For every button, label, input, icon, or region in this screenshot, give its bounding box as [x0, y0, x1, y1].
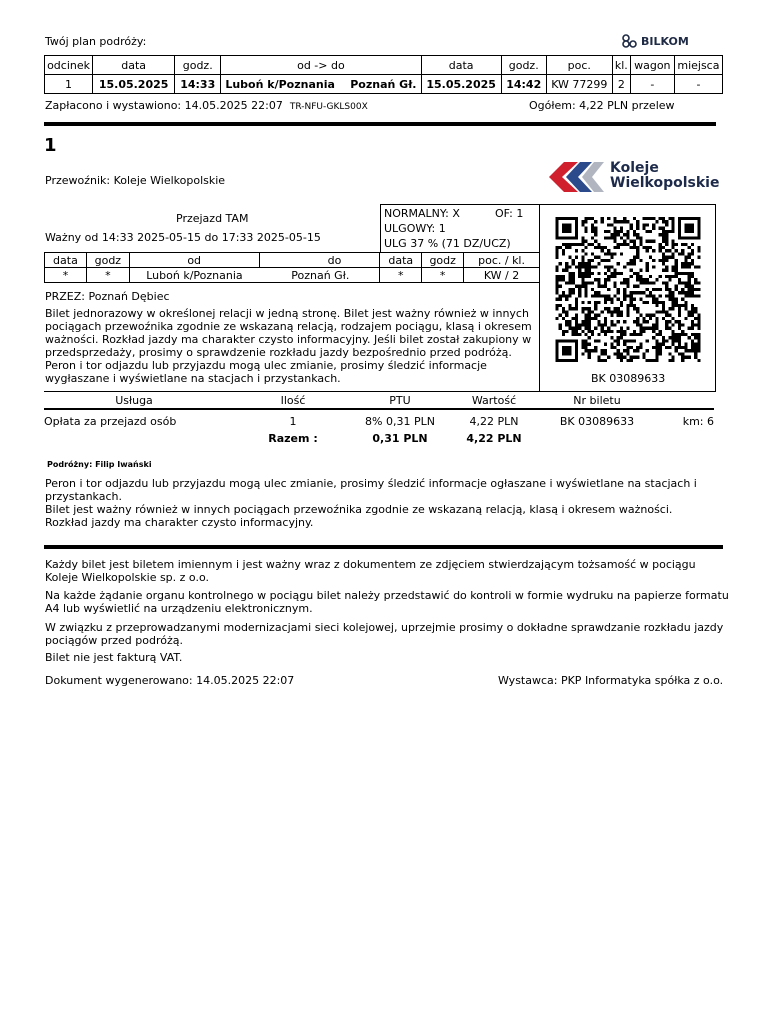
description-line: wygłaszane i wyświetlane na stacjach i przystankach. — [45, 372, 341, 385]
transaction-id: TR-NFU-GKLS00X — [289, 102, 368, 112]
footer-line: pociągów przed podróżą. — [45, 634, 184, 647]
fee-ptu: 8% 0,31 PLN — [365, 414, 435, 428]
issuer: Wystawca: PKP Informatyka spółka z o.o. — [498, 674, 724, 687]
note-line: Peron i tor odjazdu lub przyjazdu mogą ulec zmianie, prosimy śledzić informacje ogłaszane i wyświetlane na stacjach i — [45, 477, 697, 490]
cell-wagon: - — [630, 75, 674, 94]
note-line: Rozkład jazdy ma charakter czysto informacyjny. — [45, 516, 314, 529]
col-header: godz. — [175, 56, 221, 75]
footer-vat-note: Bilet nie jest fakturą VAT. — [45, 651, 183, 664]
ticket-of: OF: 1 — [495, 207, 524, 220]
grid-header: godz — [86, 253, 129, 268]
fee-quantity: 1 — [289, 414, 297, 428]
ticket-discount: ULG 37 % (71 DZ/UCZ) — [384, 237, 511, 250]
col-header: kl. — [612, 56, 630, 75]
description-line: Bilet jednorazowy w określonej relacji w jedną stronę. Bilet jest ważny również w innych — [45, 307, 529, 320]
paid-label: Zapłacono i wystawiono: — [45, 99, 182, 112]
bilkom-logo-icon — [622, 34, 638, 48]
fee-header: Usługa — [44, 393, 224, 408]
plan-table — [44, 55, 723, 94]
grid-cell: Poznań Gł. — [259, 268, 380, 283]
fee-header — [644, 393, 714, 408]
fee-ticket-no: BK 03089633 — [559, 414, 635, 428]
note-line: przystankach. — [45, 490, 122, 503]
description-line: pociągach przewoźnika zgodnie ze wskazaną relacją, rodzajem pociągu, klasą i okresem — [45, 320, 532, 333]
fees-header-double-line — [44, 409, 714, 410]
cell-class: 2 — [612, 75, 630, 94]
via-station: PRZEZ: Poznań Dębiec — [45, 290, 170, 303]
kw-logo-line1: Koleje — [610, 160, 659, 176]
fee-header: Ilość — [224, 393, 362, 408]
col-header: data — [421, 56, 501, 75]
table-row — [45, 268, 540, 283]
ticket-grid-header — [45, 253, 540, 268]
grid-header: od — [129, 253, 259, 268]
grid-cell: * — [86, 268, 129, 283]
plan-title: Twój plan podróży: — [45, 35, 147, 48]
generated-label: Dokument wygenerowano: — [45, 674, 193, 687]
qr-code-id: BK 03089633 — [591, 372, 666, 385]
footer-line: Koleje Wielkopolskie sp. z o.o. — [45, 571, 209, 584]
grid-cell: * — [45, 268, 87, 283]
generated-info — [45, 674, 294, 687]
grid-header: godz — [422, 253, 464, 268]
note-line: Bilet jest ważny również w innych pociągach przewoźnika zgodnie ze wskazaną relacją, klasą i okresem ważności. — [45, 503, 673, 516]
ticket-normal: NORMALNY: X — [384, 207, 460, 220]
footer-line: W związku z przeprowadzanymi modernizacjami sieci kolejowej, uprzejmie prosimy o dokładne sprawdzanie rozkładu jazdy — [45, 621, 724, 634]
paid-date: 14.05.2025 22:07 — [184, 99, 283, 112]
cell-date-to: 15.05.2025 — [421, 75, 501, 94]
col-header: poc. — [546, 56, 612, 75]
bilkom-logo — [622, 34, 689, 48]
generated-date: 14.05.2025 22:07 — [196, 674, 295, 687]
divider — [44, 122, 716, 126]
description-line: Peron i tor odjazdu lub przyjazdu mogą ulec zmianie, prosimy śledzić informacje — [45, 359, 487, 372]
cell-time-from: 14:33 — [175, 75, 221, 94]
traveler-label: Podróżny: Filip Iwański — [47, 460, 152, 469]
table-row-total — [44, 428, 714, 448]
footer-line: Każdy bilet jest biletem imiennym i jest ważny wraz z dokumentem ze zdjęciem stwierdzającym tożsamość w pociągu — [45, 558, 696, 571]
grid-header: poc. / kl. — [464, 253, 540, 268]
fee-total-ptu: 0,31 PLN — [372, 431, 428, 445]
footer-line: A4 lub wyświetlić na urządzeniu elektronicznym. — [45, 602, 313, 615]
ticket-grid — [44, 252, 540, 283]
cell-route — [221, 75, 421, 94]
fee-service: Opłata za przejazd osób — [44, 414, 177, 428]
fee-km: km: 6 — [682, 414, 714, 428]
fare-name: Przejazd TAM — [176, 212, 249, 225]
cell-seats: - — [674, 75, 722, 94]
cell-date-from: 15.05.2025 — [93, 75, 175, 94]
grid-cell: * — [422, 268, 464, 283]
footer-line: Na każde żądanie organu kontrolnego w pociągu bilet należy przedstawić do kontroli w formie wydruku na papierze formatu — [45, 589, 729, 602]
station-from: Luboń k/Poznania — [225, 77, 335, 91]
cell-odcinek: 1 — [45, 75, 93, 94]
col-header: wagon — [630, 56, 674, 75]
paid-info — [45, 99, 368, 112]
grid-header: do — [259, 253, 380, 268]
col-header: odcinek — [45, 56, 93, 75]
station-to: Poznań Gł. — [350, 77, 417, 91]
kw-logo-line2: Wielkopolskie — [610, 175, 720, 191]
fee-total-label: Razem : — [268, 431, 318, 445]
footer-paragraph-3 — [45, 621, 723, 647]
qr-code — [553, 217, 703, 362]
fee-total-value: 4,22 PLN — [466, 431, 522, 445]
carrier-name: Przewoźnik: Koleje Wielkopolskie — [45, 174, 226, 187]
grid-cell: KW / 2 — [464, 268, 540, 283]
ticket-left-rule — [539, 267, 540, 392]
validity: Ważny od 14:33 2025-05-15 do 17:33 2025-05-15 — [45, 231, 321, 244]
ticket-reduced: ULGOWY: 1 — [384, 222, 446, 235]
description-line: ważności. Rozkład jazdy ma charakter czysto informacyjny. Jeśli bilet został zakupiony w — [45, 333, 532, 346]
cell-train: KW 77299 — [546, 75, 612, 94]
footer-paragraph-1 — [45, 558, 696, 584]
ticket-description — [45, 307, 532, 385]
traveler-notes — [45, 477, 697, 529]
ticket-bottom-line — [44, 391, 716, 392]
footer-paragraph-2 — [45, 589, 729, 615]
grid-header: data — [380, 253, 422, 268]
fee-value: 4,22 PLN — [469, 414, 519, 428]
fees-header — [44, 393, 714, 408]
plan-table-header — [45, 56, 723, 75]
table-row — [45, 75, 723, 94]
grid-cell: Luboń k/Poznania — [129, 268, 259, 283]
col-header: godz. — [501, 56, 546, 75]
col-header: data — [93, 56, 175, 75]
kw-logo-icon — [548, 160, 608, 194]
cell-time-to: 14:42 — [501, 75, 546, 94]
table-row — [44, 408, 714, 428]
grid-cell: * — [380, 268, 422, 283]
grid-header: data — [45, 253, 87, 268]
col-header: miejsca — [674, 56, 722, 75]
divider — [44, 545, 723, 549]
bilkom-brand: BILKOM — [641, 34, 689, 48]
fee-header: Wartość — [438, 393, 550, 408]
description-line: przedsprzedaży, prosimy o sprawdzenie rozkładu jazdy bezpośrednio przed podróżą. — [45, 346, 512, 359]
ticket-number: 1 — [44, 135, 57, 156]
fee-header: PTU — [362, 393, 438, 408]
fee-header: Nr biletu — [550, 393, 644, 408]
fees-table — [44, 393, 714, 448]
col-header: od -> do — [221, 56, 421, 75]
total-paid: Ogółem: 4,22 PLN przelew — [529, 99, 675, 112]
